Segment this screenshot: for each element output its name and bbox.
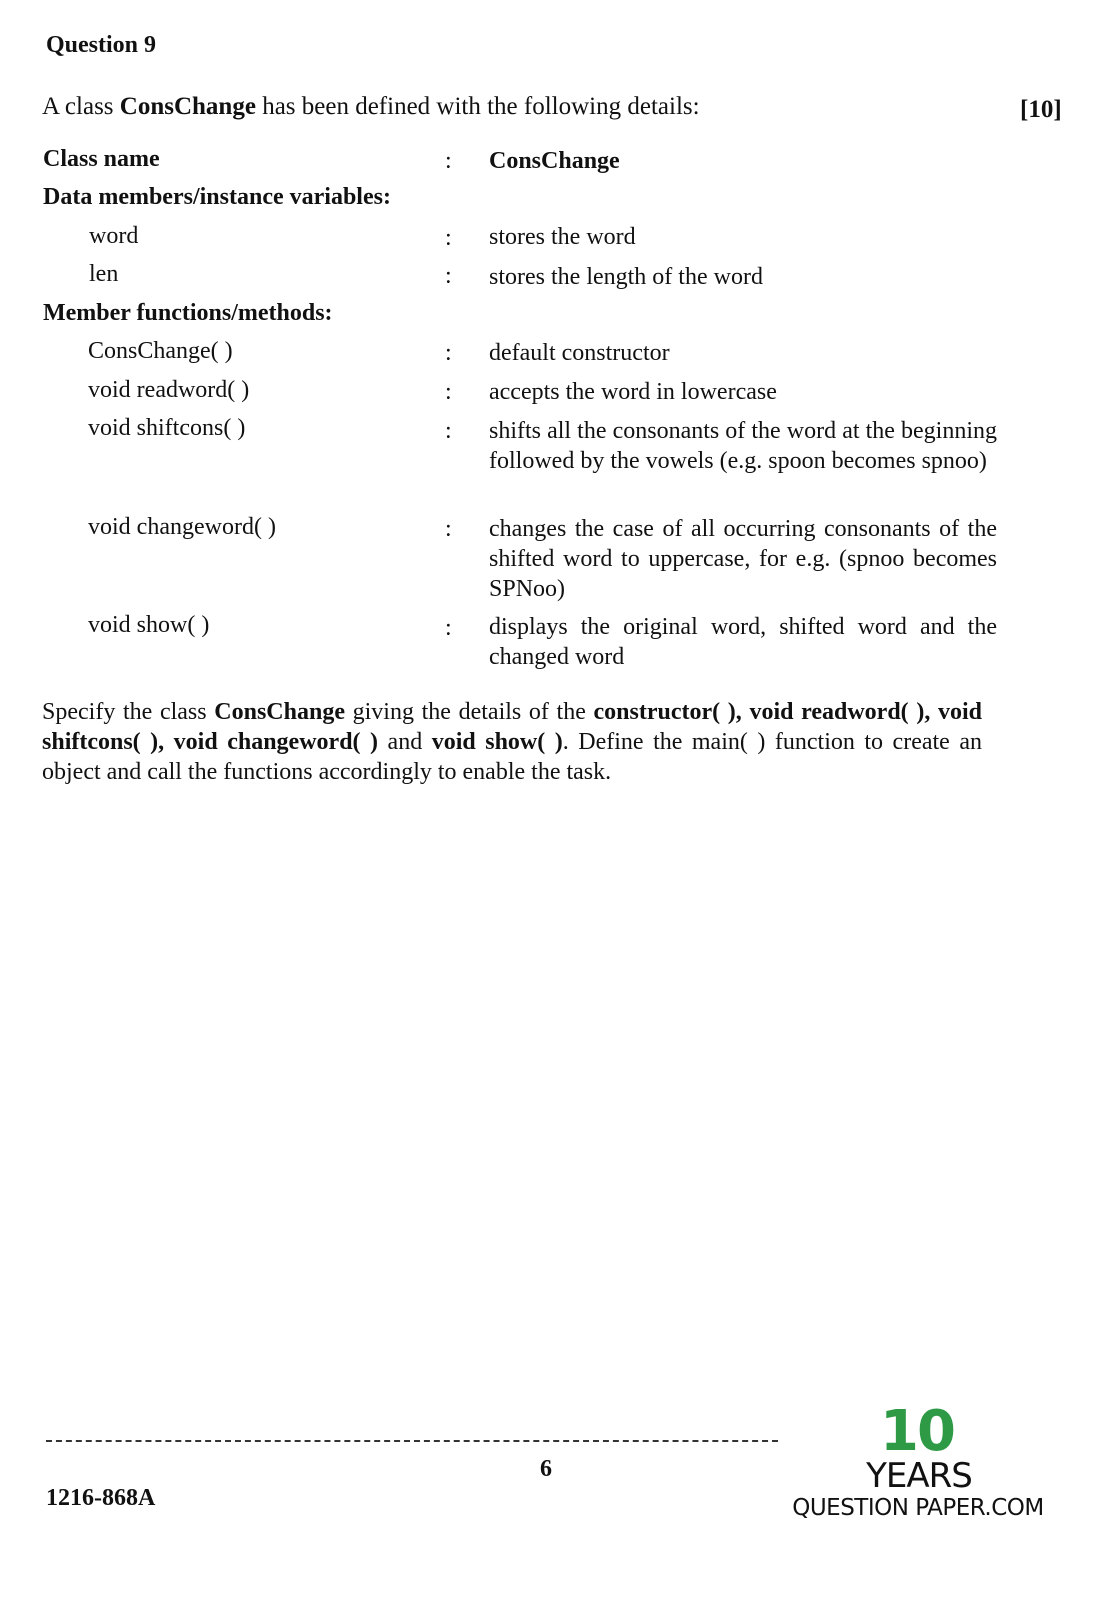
intro-before: A class bbox=[42, 93, 120, 120]
intro-text bbox=[42, 93, 700, 121]
intro-after: has been defined with the following details: bbox=[255, 93, 700, 120]
footer-divider bbox=[46, 1440, 778, 1442]
logo-number: 10 bbox=[880, 1399, 954, 1464]
method-colon: : bbox=[445, 379, 452, 405]
method-desc-shiftcons: shifts all the consonants of the word at the beginning followed by the vowels (e.g. spoon becomes spnoo) bbox=[489, 418, 997, 474]
method-name-changeword: void changeword( ) bbox=[88, 514, 276, 540]
method-colon: : bbox=[445, 418, 452, 444]
specify-part1: Specify the class bbox=[42, 699, 215, 725]
member-colon: : bbox=[445, 225, 452, 251]
specify-part4: . Define the main( ) function to create an object and call the functions accordingly to enable the task. bbox=[42, 729, 982, 785]
member-name-word: word bbox=[89, 223, 139, 249]
specify-paragraph bbox=[42, 697, 982, 787]
method-name-readword: void readword( ) bbox=[88, 377, 250, 403]
intro-class-name: ConsChange bbox=[119, 93, 256, 120]
class-name-label: Class name bbox=[43, 146, 160, 172]
member-desc-len: stores the length of the word bbox=[489, 264, 763, 290]
specify-show: void show( ) bbox=[431, 729, 563, 755]
member-colon: : bbox=[445, 263, 452, 289]
member-functions-heading: Member functions/methods: bbox=[43, 300, 333, 326]
question-title: Question 9 bbox=[46, 32, 157, 58]
class-name-value: ConsChange bbox=[489, 148, 620, 174]
data-members-heading: Data members/instance variables: bbox=[43, 184, 391, 210]
method-desc-constructor: default constructor bbox=[489, 340, 670, 366]
specify-part2: giving the details of the bbox=[344, 699, 594, 725]
specify-class-name: ConsChange bbox=[214, 699, 345, 725]
member-name-len: len bbox=[89, 261, 119, 287]
site-logo bbox=[788, 1399, 1048, 1532]
paper-code: 1216-868A bbox=[46, 1485, 156, 1511]
method-name-shiftcons: void shiftcons( ) bbox=[88, 415, 246, 441]
method-name-constructor: ConsChange( ) bbox=[88, 338, 233, 364]
marks: [10] bbox=[1020, 96, 1062, 123]
method-desc-readword: accepts the word in lowercase bbox=[489, 379, 777, 405]
page-number: 6 bbox=[540, 1456, 552, 1482]
specify-part3: and bbox=[378, 729, 432, 755]
method-colon: : bbox=[445, 340, 452, 366]
class-name-colon: : bbox=[445, 148, 452, 174]
method-colon: : bbox=[445, 615, 452, 641]
specify-methods: constructor( ), void readword( ), void shiftcons( ), void changeword( ) bbox=[42, 699, 982, 755]
method-desc-changeword: changes the case of all occurring consonants of the shifted word to uppercase, for e.g. (spnoo becomes SPNoo) bbox=[489, 516, 997, 602]
logo-years: YEARS bbox=[866, 1456, 972, 1496]
method-desc-show: displays the original word, shifted word and the changed word bbox=[489, 614, 997, 670]
method-colon: : bbox=[445, 516, 452, 542]
logo-site-name: QUESTION PAPER.COM bbox=[792, 1495, 1044, 1521]
method-name-show: void show( ) bbox=[88, 612, 210, 638]
member-desc-word: stores the word bbox=[489, 224, 636, 250]
